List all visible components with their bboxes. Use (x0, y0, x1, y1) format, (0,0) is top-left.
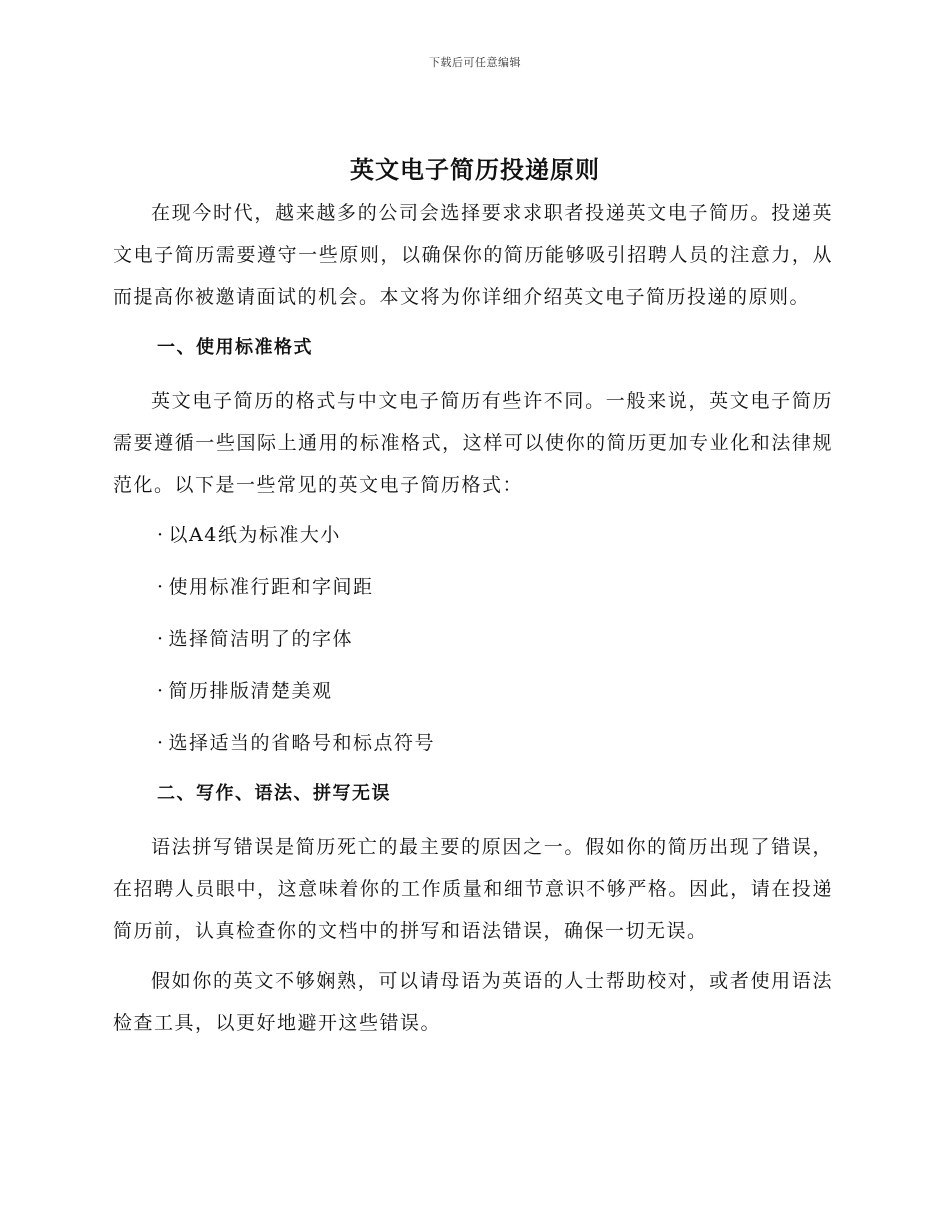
list-item-text: 简历排版清楚美观 (168, 680, 333, 702)
list-item-text: 选择简洁明了的字体 (168, 628, 354, 650)
bullet-marker: · (157, 732, 165, 754)
list-item (113, 566, 833, 608)
document-title: 英文电子简历投递原则 (350, 156, 600, 184)
header-note: 下载后可任意编辑 (429, 56, 521, 69)
list-item-text: 选择适当的省略号和标点符号 (168, 732, 436, 754)
intro-paragraph: 在现今时代，越来越多的公司会选择要求求职者投递英文电子简历。投递英文电子简历需要遵守一些原则，以确保你的简历能够吸引招聘人员的注意力，从而提高你被邀请面试的机会。本文将为你详细介绍英文电子简历投递的原则。 (113, 202, 833, 308)
bullet-marker: · (157, 576, 165, 598)
section-1-paragraph: 英文电子简历的格式与中文电子简历有些许不同。一般来说，英文电子简历需要遵循一些国际上通用的标准格式，这样可以使你的简历更加专业化和法律规范化。以下是一些常见的英文电子简历格式： (113, 390, 833, 496)
document-body (113, 192, 833, 1052)
section-1-heading: 一、使用标准格式 (157, 337, 313, 358)
bullet-marker: · (157, 524, 165, 546)
bullet-marker: · (157, 680, 165, 702)
section-2-paragraph-1: 语法拼写错误是简历死亡的最主要的原因之一。假如你的简历出现了错误，在招聘人员眼中，这意味着你的工作质量和细节意识不够严格。因此，请在投递简历前，认真检查你的文档中的拼写和语法错误，确保一切无误。 (113, 836, 833, 942)
list-item (113, 670, 833, 712)
list-item (113, 514, 833, 556)
format-list (113, 514, 833, 764)
list-item (113, 618, 833, 660)
list-item (113, 722, 833, 764)
section-2-paragraph-2: 假如你的英文不够娴熟，可以请母语为英语的人士帮助校对，或者使用语法检查工具，以更好地避开这些错误。 (113, 970, 833, 1034)
bullet-marker: · (157, 628, 165, 650)
list-item-text: 使用标准行距和字间距 (168, 576, 374, 598)
section-2-heading: 二、写作、语法、拼写无误 (157, 783, 391, 804)
list-item-text: 以A4纸为标准大小 (168, 524, 341, 546)
